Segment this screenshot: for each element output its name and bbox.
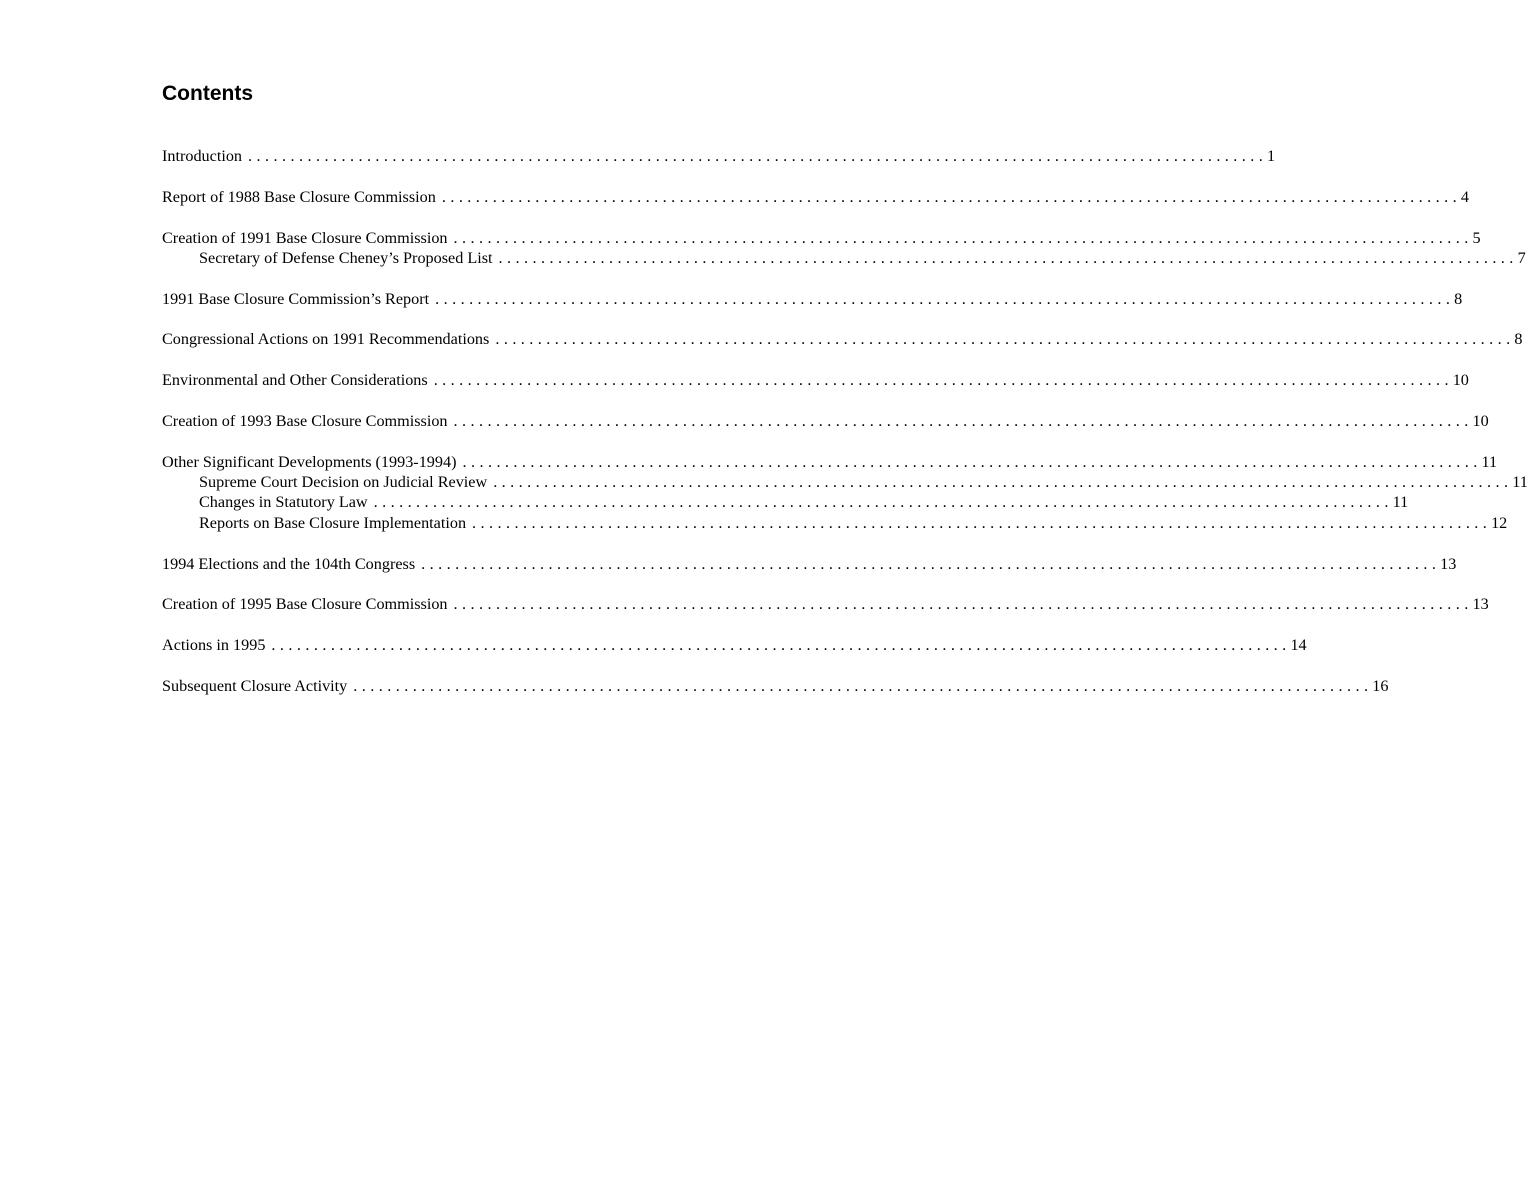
toc-group [162,411,1489,431]
toc-entry-title: Changes in Statutory Law [199,493,368,512]
page-title: Contents [162,82,253,105]
toc-entry-1993-creation[interactable] [162,411,1489,431]
table-of-contents [162,146,1528,717]
dot-leader: . . . . . . . . . . . . . . . . . . . . . . . . . . . . . . . . . . . . . . . . . . . . . . . . . . . . . . . . . . . . . . . . . . . . . . . . . . . . . . . . . . . . . . . . . . . . . . . . . . . . . . . . . . . . . . . . . . . . . . . . [498,248,1514,267]
toc-entry-title: Other Significant Developments (1993-1994) [162,452,457,471]
toc-entry-title: Reports on Base Closure Implementation [199,513,467,532]
dot-leader: . . . . . . . . . . . . . . . . . . . . . . . . . . . . . . . . . . . . . . . . . . . . . . . . . . . . . . . . . . . . . . . . . . . . . . . . . . . . . . . . . . . . . . . . . . . . . . . . . . . . . . . . . . . . . . . . . . . . . . . . [353,676,1369,695]
toc-entry-environmental[interactable] [162,370,1469,390]
toc-group [162,329,1523,349]
dot-leader: . . . . . . . . . . . . . . . . . . . . . . . . . . . . . . . . . . . . . . . . . . . . . . . . . . . . . . . . . . . . . . . . . . . . . . . . . . . . . . . . . . . . . . . . . . . . . . . . . . . . . . . . . . . . . . . . . . . . . . . . [493,473,1509,492]
toc-entry-title: Supreme Court Decision on Judicial Review [199,473,488,492]
toc-subentry-supreme-court[interactable] [162,472,1528,492]
toc-group [162,676,1389,696]
toc-entry-title: 1991 Base Closure Commission’s Report [162,289,430,308]
toc-group [162,187,1469,207]
dot-leader: . . . . . . . . . . . . . . . . . . . . . . . . . . . . . . . . . . . . . . . . . . . . . . . . . . . . . . . . . . . . . . . . . . . . . . . . . . . . . . . . . . . . . . . . . . . . . . . . . . . . . . . . . . . . . . . . . . . . . . . . [433,371,1449,390]
dot-leader: . . . . . . . . . . . . . . . . . . . . . . . . . . . . . . . . . . . . . . . . . . . . . . . . . . . . . . . . . . . . . . . . . . . . . . . . . . . . . . . . . . . . . . . . . . . . . . . . . . . . . . . . . . . . . . . . . . . . . . . . [421,554,1437,573]
toc-entry-1991-creation[interactable] [162,228,1481,248]
toc-page-number: 5 [1472,228,1481,247]
toc-subentry-cheney-list[interactable] [162,248,1526,268]
toc-group [162,594,1489,614]
toc-entry-subsequent-activity[interactable] [162,676,1389,696]
toc-entry-title: Environmental and Other Considerations [162,371,428,390]
toc-entry-title: Creation of 1991 Base Closure Commission [162,228,448,247]
toc-page-number: 4 [1460,187,1469,206]
dot-leader: . . . . . . . . . . . . . . . . . . . . . . . . . . . . . . . . . . . . . . . . . . . . . . . . . . . . . . . . . . . . . . . . . . . . . . . . . . . . . . . . . . . . . . . . . . . . . . . . . . . . . . . . . . . . . . . . . . . . . . . . [441,187,1457,206]
toc-entry-congressional-actions[interactable] [162,329,1523,349]
dot-leader: . . . . . . . . . . . . . . . . . . . . . . . . . . . . . . . . . . . . . . . . . . . . . . . . . . . . . . . . . . . . . . . . . . . . . . . . . . . . . . . . . . . . . . . . . . . . . . . . . . . . . . . . . . . . . . . . . . . . . . . . [373,493,1389,512]
toc-entry-actions-1995[interactable] [162,635,1307,655]
toc-group [162,146,1276,166]
toc-entry-introduction[interactable] [162,146,1276,166]
toc-group [162,289,1463,309]
toc-group [162,635,1307,655]
toc-page-number: 8 [1514,330,1523,349]
dot-leader: . . . . . . . . . . . . . . . . . . . . . . . . . . . . . . . . . . . . . . . . . . . . . . . . . . . . . . . . . . . . . . . . . . . . . . . . . . . . . . . . . . . . . . . . . . . . . . . . . . . . . . . . . . . . . . . . . . . . . . . . [271,636,1287,655]
toc-entry-title: Creation of 1993 Base Closure Commission [162,412,448,431]
toc-page-number: 11 [1481,452,1498,471]
toc-page-number: 10 [1472,412,1489,431]
dot-leader: . . . . . . . . . . . . . . . . . . . . . . . . . . . . . . . . . . . . . . . . . . . . . . . . . . . . . . . . . . . . . . . . . . . . . . . . . . . . . . . . . . . . . . . . . . . . . . . . . . . . . . . . . . . . . . . . . . . . . . . . [453,595,1469,614]
toc-group [162,554,1457,574]
toc-entry-1991-report[interactable] [162,289,1463,309]
toc-entry-title: Congressional Actions on 1991 Recommendations [162,330,490,349]
toc-group [162,228,1526,269]
dot-leader: . . . . . . . . . . . . . . . . . . . . . . . . . . . . . . . . . . . . . . . . . . . . . . . . . . . . . . . . . . . . . . . . . . . . . . . . . . . . . . . . . . . . . . . . . . . . . . . . . . . . . . . . . . . . . . . . . . . . . . . . [472,513,1488,532]
toc-group [162,370,1469,390]
toc-entry-title: Creation of 1995 Base Closure Commission [162,595,448,614]
toc-page-number: 8 [1454,289,1463,308]
toc-page-number: 14 [1290,636,1307,655]
toc-page-number: 1 [1267,147,1276,165]
toc-page-number: 12 [1491,513,1508,532]
toc-entry-1995-creation[interactable] [162,594,1489,614]
toc-entry-title: Introduction [162,147,243,165]
toc-entry-title: Secretary of Defense Cheney’s Proposed List [199,248,493,267]
toc-page-number: 13 [1440,554,1457,573]
toc-entry-1994-elections[interactable] [162,554,1457,574]
toc-subentry-implementation-reports[interactable] [162,513,1508,533]
toc-subentry-statutory-law[interactable] [162,492,1409,512]
toc-group [162,452,1528,533]
toc-page-number: 11 [1392,493,1409,512]
toc-entry-other-developments[interactable] [162,452,1498,472]
dot-leader: . . . . . . . . . . . . . . . . . . . . . . . . . . . . . . . . . . . . . . . . . . . . . . . . . . . . . . . . . . . . . . . . . . . . . . . . . . . . . . . . . . . . . . . . . . . . . . . . . . . . . . . . . . . . . . . . . . . . . . . . [453,412,1469,431]
dot-leader: . . . . . . . . . . . . . . . . . . . . . . . . . . . . . . . . . . . . . . . . . . . . . . . . . . . . . . . . . . . . . . . . . . . . . . . . . . . . . . . . . . . . . . . . . . . . . . . . . . . . . . . . . . . . . . . . . . . . . . . . [495,330,1511,349]
dot-leader: . . . . . . . . . . . . . . . . . . . . . . . . . . . . . . . . . . . . . . . . . . . . . . . . . . . . . . . . . . . . . . . . . . . . . . . . . . . . . . . . . . . . . . . . . . . . . . . . . . . . . . . . . . . . . . . . . . . . . . . . [435,289,1451,308]
toc-entry-title: Subsequent Closure Activity [162,676,348,695]
dot-leader: . . . . . . . . . . . . . . . . . . . . . . . . . . . . . . . . . . . . . . . . . . . . . . . . . . . . . . . . . . . . . . . . . . . . . . . . . . . . . . . . . . . . . . . . . . . . . . . . . . . . . . . . . . . . . . . . . . . . . . . . [248,147,1264,165]
toc-page-number: 11 [1512,473,1528,492]
toc-entry-1988-report[interactable] [162,187,1469,207]
toc-page-number: 16 [1372,676,1389,695]
toc-page-number: 7 [1517,248,1526,267]
dot-leader: . . . . . . . . . . . . . . . . . . . . . . . . . . . . . . . . . . . . . . . . . . . . . . . . . . . . . . . . . . . . . . . . . . . . . . . . . . . . . . . . . . . . . . . . . . . . . . . . . . . . . . . . . . . . . . . . . . . . . . . . [462,452,1478,471]
toc-entry-title: Actions in 1995 [162,636,266,655]
toc-page-number: 13 [1472,595,1489,614]
toc-entry-title: Report of 1988 Base Closure Commission [162,187,436,206]
toc-page-number: 10 [1452,371,1469,390]
toc-entry-title: 1994 Elections and the 104th Congress [162,554,416,573]
dot-leader: . . . . . . . . . . . . . . . . . . . . . . . . . . . . . . . . . . . . . . . . . . . . . . . . . . . . . . . . . . . . . . . . . . . . . . . . . . . . . . . . . . . . . . . . . . . . . . . . . . . . . . . . . . . . . . . . . . . . . . . . [453,228,1469,247]
